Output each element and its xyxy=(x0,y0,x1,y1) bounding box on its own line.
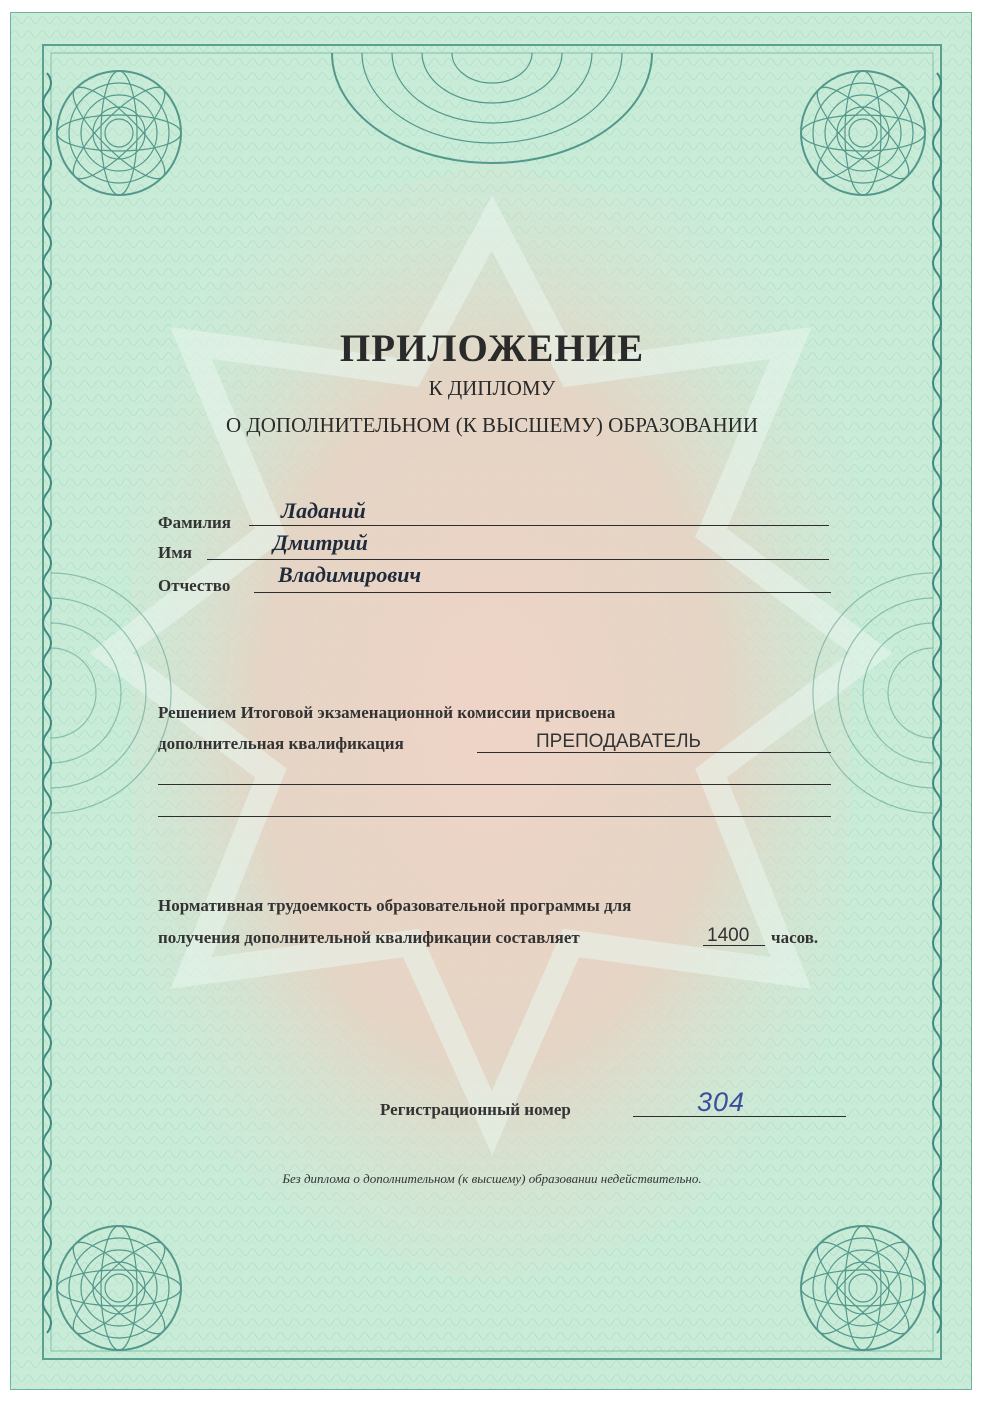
workload-line1: Нормативная трудоемкость образовательной программы для xyxy=(158,896,632,915)
patronymic-value: Владимирович xyxy=(278,562,422,587)
document-subtitle-line2: О ДОПОЛНИТЕЛЬНОМ (К ВЫСШЕМУ) ОБРАЗОВАНИИ xyxy=(226,413,758,437)
document-subtitle-line1: К ДИПЛОМУ xyxy=(428,376,556,400)
document-title: ПРИЛОЖЕНИЕ xyxy=(339,327,645,370)
surname-label: Фамилия xyxy=(158,513,232,532)
workload-hours-underline xyxy=(703,945,765,946)
workload-hours-value: 1400 xyxy=(707,925,750,946)
qualification-underline xyxy=(477,752,831,753)
patronymic-label: Отчество xyxy=(158,576,231,595)
surname-underline xyxy=(249,525,829,526)
registration-underline xyxy=(633,1116,846,1117)
diploma-supplement-sheet xyxy=(10,12,972,1390)
qualification-extra-line-2 xyxy=(158,816,831,817)
validity-footnote: Без диплома о дополнительном (к высшему) образовании недействительно. xyxy=(282,1171,702,1186)
qualification-value: ПРЕПОДАВАТЕЛЬ xyxy=(536,731,702,752)
patronymic-underline xyxy=(254,592,831,593)
name-value: Дмитрий xyxy=(273,530,368,555)
surname-value: Ладаний xyxy=(281,498,366,523)
registration-number: 304 xyxy=(697,1087,746,1117)
workload-hours-suffix: часов. xyxy=(771,928,819,947)
qualification-line1: Решением Итоговой экзаменационной комиссии присвоена xyxy=(158,703,616,722)
name-underline xyxy=(207,559,829,560)
name-label: Имя xyxy=(158,543,192,562)
registration-label: Регистрационный номер xyxy=(380,1100,571,1119)
workload-line2-prefix: получения дополнительной квалификации составляет xyxy=(158,928,580,947)
qualification-line2-label: дополнительная квалификация xyxy=(158,734,404,753)
qualification-extra-line-1 xyxy=(158,784,831,785)
